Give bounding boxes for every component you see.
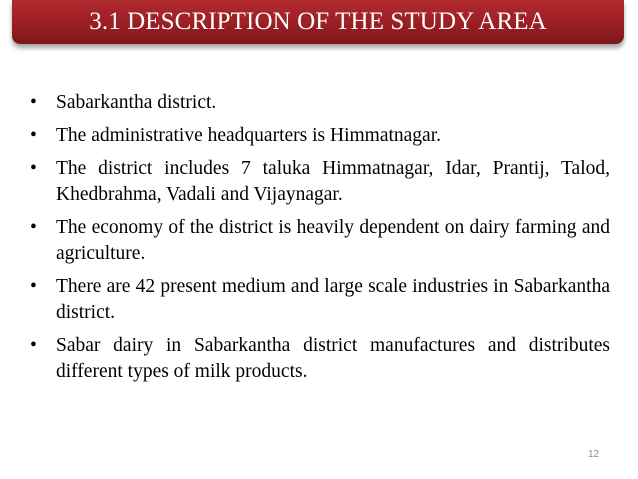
bullet-icon: • <box>30 276 37 297</box>
bullet-item <box>30 274 610 326</box>
bullet-text: The district includes 7 taluka Himmatnagar, Idar, Prantij, Talod, Khedbrahma, Vadali and Vijaynagar. <box>56 158 610 205</box>
bullet-icon: • <box>30 217 37 238</box>
bullet-text: The administrative headquarters is Himmatnagar. <box>56 125 442 146</box>
bullet-text: The economy of the district is heavily dependent on dairy farming and agriculture. <box>56 217 610 264</box>
bullet-icon: • <box>30 92 37 113</box>
bullet-icon: • <box>30 158 37 179</box>
bullet-item <box>30 156 610 208</box>
bullet-icon: • <box>30 125 37 146</box>
title-banner <box>12 0 624 44</box>
bullet-item <box>30 215 610 267</box>
page-number: 12 <box>588 449 600 460</box>
slide-title: 3.1 DESCRIPTION OF THE STUDY AREA <box>89 8 547 35</box>
bullet-list <box>30 90 610 392</box>
bullet-item <box>30 90 610 116</box>
bullet-text: Sabar dairy in Sabarkantha district manufactures and distributes different types of milk products. <box>56 335 610 382</box>
bullet-text: Sabarkantha district. <box>56 92 217 113</box>
bullet-icon: • <box>30 335 37 356</box>
bullet-item <box>30 123 610 149</box>
bullet-item <box>30 333 610 385</box>
bullet-text: There are 42 present medium and large scale industries in Sabarkantha district. <box>56 276 610 323</box>
